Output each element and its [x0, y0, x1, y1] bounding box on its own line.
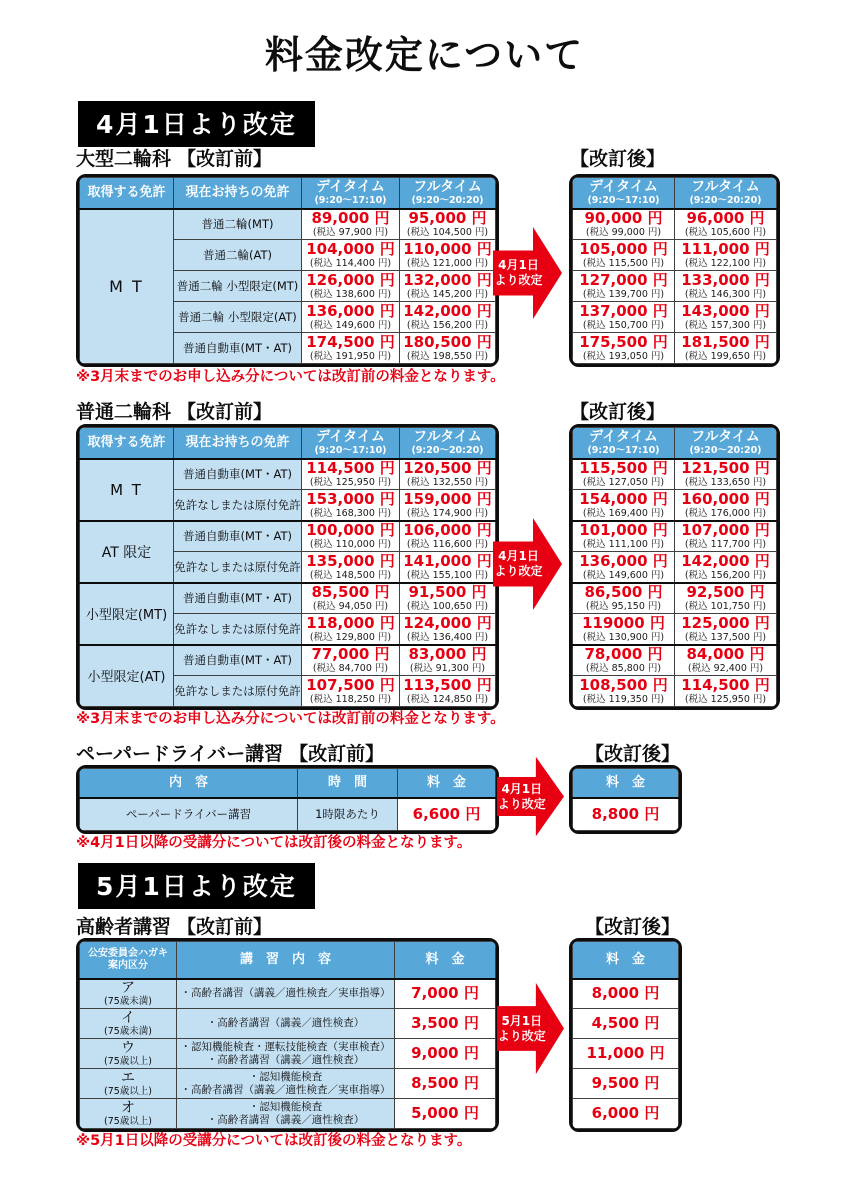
- license-cell: 普通自動車(MT・AT): [174, 333, 302, 364]
- col-header-fulltime: フルタイム (9:20～20:20): [675, 178, 777, 209]
- price-cell: 5,000 円: [395, 1099, 496, 1129]
- price-cell: 96,000 円 (税込 105,600 円): [675, 209, 777, 240]
- table-row: [80, 645, 496, 676]
- section-title-large-bike: [76, 144, 272, 171]
- price-cell: 110,000 円 (税込 121,000 円): [400, 240, 496, 271]
- arrow-label: 4月1日 より改定: [497, 781, 546, 811]
- price-cell: 11,000 円: [573, 1039, 679, 1069]
- price-cell: 86,500 円 (税込 95,150 円): [573, 583, 675, 614]
- before-label: 【改訂前】: [177, 148, 273, 170]
- price-cell: 107,500 円 (税込 118,250 円): [302, 676, 400, 707]
- group-cell-kogata-at: 小型限定(AT): [80, 645, 174, 707]
- license-cell: 普通自動車(MT・AT): [174, 521, 302, 552]
- table-row: [80, 1099, 496, 1129]
- section-name: 大型二輪科: [76, 148, 172, 170]
- price-cell: 83,000 円 (税込 91,300 円): [400, 645, 496, 676]
- table-row: [573, 1099, 679, 1129]
- section-name: 普通二輪科: [76, 401, 172, 423]
- category-cell: オ (75歳以上): [80, 1099, 177, 1129]
- may-revision-arrow: [497, 982, 564, 1075]
- section-title-paper-driver: [76, 739, 384, 766]
- price-cell: 114,500 円 (税込 125,950 円): [302, 459, 400, 490]
- price-cell: 124,000 円 (税込 136,400 円): [400, 614, 496, 645]
- price-cell: 77,000 円 (税込 84,700 円): [302, 645, 400, 676]
- category-cell: ウ (75歳以上): [80, 1039, 177, 1069]
- price-cell: 141,000 円 (税込 155,100 円): [400, 552, 496, 583]
- price-cell: 89,000 円 (税込 97,900 円): [302, 209, 400, 240]
- price-cell: 136,000 円 (税込 149,600 円): [302, 302, 400, 333]
- paper-driver-before-table: [79, 768, 496, 831]
- before-label: 【改訂前】: [177, 401, 273, 423]
- page-title: 料金改定について: [264, 33, 585, 77]
- price-cell: 8,500 円: [395, 1069, 496, 1099]
- price-cell: 104,000 円 (税込 114,400 円): [302, 240, 400, 271]
- price-cell: 107,000 円 (税込 117,700 円): [675, 521, 777, 552]
- license-cell: 普通二輪 小型限定(MT): [174, 271, 302, 302]
- table-row: [573, 490, 777, 521]
- col-header-course-content: 講 習 内 容: [177, 942, 395, 979]
- note-normal-bike: ※3月末までのお申し込み分については改訂前の料金となります。: [76, 711, 505, 727]
- table-row: [573, 1039, 679, 1069]
- license-cell: 免許なしまたは原付免許: [174, 490, 302, 521]
- price-cell: 6,000 円: [573, 1099, 679, 1129]
- note-large-bike: ※3月末までのお申し込み分については改訂前の料金となります。: [76, 369, 505, 385]
- price-cell: 133,000 円 (税込 146,300 円): [675, 271, 777, 302]
- col-header-daytime: デイタイム (9:20～17:10): [573, 428, 675, 459]
- price-cell: 8,000 円: [573, 979, 679, 1009]
- table-row: [573, 333, 777, 364]
- fee-table-large-bike-before: [76, 174, 499, 367]
- price-cell: 136,000 円 (税込 149,600 円): [573, 552, 675, 583]
- table-header-row: [573, 942, 679, 979]
- license-cell: 普通二輪(MT): [174, 209, 302, 240]
- table-row: [80, 1039, 496, 1069]
- col-header-fee: 料 金: [573, 942, 679, 979]
- fee-table-normal-bike-after: [569, 424, 780, 710]
- content-cell: ペーパードライバー講習: [80, 798, 298, 831]
- table-row: [573, 676, 777, 707]
- senior-after-table: [572, 941, 679, 1129]
- course-cell: ・認知機能検査 ・高齢者講習（講義／適性検査）: [177, 1099, 395, 1129]
- after-label-large-bike: 【改訂後】: [570, 148, 666, 170]
- fee-table-large-bike-after: [569, 174, 780, 367]
- col-header-daytime: デイタイム (9:20～17:10): [573, 178, 675, 209]
- price-cell: 142,000 円 (税込 156,200 円): [675, 552, 777, 583]
- price-cell: 4,500 円: [573, 1009, 679, 1039]
- table-row: [573, 1009, 679, 1039]
- price-cell: 181,500 円 (税込 199,650 円): [675, 333, 777, 364]
- after-label-senior: 【改訂後】: [585, 916, 681, 938]
- group-cell-at: AT 限定: [80, 521, 174, 583]
- category-cell: ア (75歳未満): [80, 979, 177, 1009]
- price-cell: 8,800 円: [573, 798, 679, 831]
- price-cell: 125,000 円 (税込 137,500 円): [675, 614, 777, 645]
- price-cell: 135,000 円 (税込 148,500 円): [302, 552, 400, 583]
- price-cell: 153,000 円 (税込 168,300 円): [302, 490, 400, 521]
- price-cell: 101,000 円 (税込 111,100 円): [573, 521, 675, 552]
- table-row: [573, 459, 777, 490]
- license-cell: 免許なしまたは原付免許: [174, 552, 302, 583]
- price-cell: 3,500 円: [395, 1009, 496, 1039]
- table-row: [80, 979, 496, 1009]
- large-bike-after-table: [572, 177, 777, 364]
- table-header-row: [80, 769, 496, 798]
- table-row: [573, 645, 777, 676]
- price-cell: 108,500 円 (税込 119,350 円): [573, 676, 675, 707]
- license-cell: 免許なしまたは原付免許: [174, 676, 302, 707]
- col-header-content: 内 容: [80, 769, 298, 798]
- fee-table-senior-before: [76, 938, 499, 1132]
- table-header-row: [573, 769, 679, 798]
- category-cell: エ (75歳以上): [80, 1069, 177, 1099]
- price-cell: 9,000 円: [395, 1039, 496, 1069]
- table-row: [573, 798, 679, 831]
- after-label-normal-bike: 【改訂後】: [570, 401, 666, 423]
- col-header-fee: 料 金: [573, 769, 679, 798]
- after-label-paper-driver: 【改訂後】: [585, 743, 681, 765]
- section-name: 高齢者講習: [76, 916, 172, 938]
- note-paper-driver: ※4月1日以降の受講分については改訂後の料金となります。: [76, 835, 472, 851]
- april-revision-arrow-2: [493, 517, 562, 611]
- table-row: [80, 1069, 496, 1099]
- col-header-daytime: デイタイム (9:20～17:10): [302, 178, 400, 209]
- group-cell-mt: M T: [80, 209, 174, 364]
- table-row: [573, 1069, 679, 1099]
- price-cell: 6,600 円: [398, 798, 496, 831]
- price-cell: 7,000 円: [395, 979, 496, 1009]
- price-cell: 105,000 円 (税込 115,500 円): [573, 240, 675, 271]
- april-revision-arrow-1: [493, 226, 562, 320]
- table-header-row: [80, 428, 496, 459]
- time-cell: 1時限あたり: [298, 798, 398, 831]
- price-cell: 121,500 円 (税込 133,650 円): [675, 459, 777, 490]
- category-cell: イ (75歳未満): [80, 1009, 177, 1039]
- table-row: [573, 271, 777, 302]
- section-name: ペーパードライバー講習: [76, 743, 284, 765]
- fee-table-normal-bike-before: [76, 424, 499, 710]
- price-cell: 143,000 円 (税込 157,300 円): [675, 302, 777, 333]
- arrow-label: 4月1日 より改定: [494, 549, 543, 578]
- price-cell: 126,000 円 (税込 138,600 円): [302, 271, 400, 302]
- price-cell: 174,500 円 (税込 191,950 円): [302, 333, 400, 364]
- course-cell: ・高齢者講習（講義／適性検査）: [177, 1009, 395, 1039]
- license-cell: 普通二輪 小型限定(AT): [174, 302, 302, 333]
- senior-before-table: [79, 941, 496, 1129]
- table-header-row: [80, 942, 496, 979]
- price-cell: 9,500 円: [573, 1069, 679, 1099]
- col-header-acquire: 取得する免許: [80, 178, 174, 209]
- before-label: 【改訂前】: [177, 916, 273, 938]
- price-cell: 84,000 円 (税込 92,400 円): [675, 645, 777, 676]
- price-cell: 137,000 円 (税込 150,700 円): [573, 302, 675, 333]
- table-header-row: [573, 428, 777, 459]
- price-cell: 175,500 円 (税込 193,050 円): [573, 333, 675, 364]
- price-cell: 114,500 円 (税込 125,950 円): [675, 676, 777, 707]
- license-cell: 普通二輪(AT): [174, 240, 302, 271]
- price-cell: 92,500 円 (税込 101,750 円): [675, 583, 777, 614]
- price-cell: 118,000 円 (税込 129,800 円): [302, 614, 400, 645]
- price-cell: 127,000 円 (税込 139,700 円): [573, 271, 675, 302]
- license-cell: 普通自動車(MT・AT): [174, 459, 302, 490]
- fee-table-paper-driver-after: [569, 765, 682, 834]
- col-header-fulltime: フルタイム (9:20～20:20): [675, 428, 777, 459]
- fee-table-paper-driver-before: [76, 765, 499, 834]
- normal-bike-before-table: [79, 427, 496, 707]
- table-row: [573, 614, 777, 645]
- price-cell: 154,000 円 (税込 169,400 円): [573, 490, 675, 521]
- fee-table-senior-after: [569, 938, 682, 1132]
- table-row: [573, 583, 777, 614]
- paper-driver-after-table: [572, 768, 679, 831]
- table-row: [573, 552, 777, 583]
- table-row: [573, 209, 777, 240]
- table-row: [80, 521, 496, 552]
- col-header-daytime: デイタイム (9:20～17:10): [302, 428, 400, 459]
- license-cell: 普通自動車(MT・AT): [174, 583, 302, 614]
- col-header-fulltime: フルタイム (9:20～20:20): [400, 178, 496, 209]
- section-title-normal-bike: [76, 397, 272, 424]
- group-cell-kogata-mt: 小型限定(MT): [80, 583, 174, 645]
- arrow-label: 4月1日 より改定: [494, 258, 543, 287]
- license-cell: 免許なしまたは原付免許: [174, 614, 302, 645]
- table-header-row: [573, 178, 777, 209]
- table-row: [80, 1009, 496, 1039]
- section-title-senior: [76, 912, 272, 939]
- price-cell: 100,000 円 (税込 110,000 円): [302, 521, 400, 552]
- table-row: [573, 302, 777, 333]
- price-cell: 95,000 円 (税込 104,500 円): [400, 209, 496, 240]
- normal-bike-after-table: [572, 427, 777, 707]
- price-cell: 111,000 円 (税込 122,100 円): [675, 240, 777, 271]
- table-row: [573, 521, 777, 552]
- arrow-label: 5月1日 より改定: [497, 1013, 546, 1043]
- price-cell: 120,500 円 (税込 132,550 円): [400, 459, 496, 490]
- col-header-fee: 料 金: [398, 769, 496, 798]
- before-label: 【改訂前】: [289, 743, 385, 765]
- col-header-current: 現在お持ちの免許: [174, 428, 302, 459]
- price-cell: 85,500 円 (税込 94,050 円): [302, 583, 400, 614]
- course-cell: ・認知機能検査 ・高齢者講習（講義／適性検査／実車指導）: [177, 1069, 395, 1099]
- price-cell: 142,000 円 (税込 156,200 円): [400, 302, 496, 333]
- col-header-current: 現在お持ちの免許: [174, 178, 302, 209]
- col-header-acquire: 取得する免許: [80, 428, 174, 459]
- col-header-time: 時 間: [298, 769, 398, 798]
- table-header-row: [80, 178, 496, 209]
- price-cell: 115,500 円 (税込 127,050 円): [573, 459, 675, 490]
- col-header-fulltime: フルタイム (9:20～20:20): [400, 428, 496, 459]
- group-cell-mt: M T: [80, 459, 174, 521]
- table-row: [573, 979, 679, 1009]
- license-cell: 普通自動車(MT・AT): [174, 645, 302, 676]
- price-cell: 160,000 円 (税込 176,000 円): [675, 490, 777, 521]
- course-cell: ・認知機能検査・運転技能検査（実車検査） ・高齢者講習（講義／適性検査）: [177, 1039, 395, 1069]
- table-row: [80, 459, 496, 490]
- price-cell: 159,000 円 (税込 174,900 円): [400, 490, 496, 521]
- note-senior: ※5月1日以降の受講分については改訂後の料金となります。: [76, 1133, 472, 1149]
- col-header-fee: 料 金: [395, 942, 496, 979]
- price-cell: 180,500 円 (税込 198,550 円): [400, 333, 496, 364]
- april-revision-arrow-3: [497, 756, 564, 837]
- price-cell: 113,500 円 (税込 124,850 円): [400, 676, 496, 707]
- price-cell: 119000 円 (税込 130,900 円): [573, 614, 675, 645]
- table-row: [80, 209, 496, 240]
- table-row: [573, 240, 777, 271]
- price-cell: 106,000 円 (税込 116,600 円): [400, 521, 496, 552]
- banner-may-revision: 5月1日より改定: [78, 863, 315, 909]
- course-cell: ・高齢者講習（講義／適性検査／実車指導）: [177, 979, 395, 1009]
- col-header-postcard: 公安委員会ハガキ 案内区分: [80, 942, 177, 979]
- table-row: [80, 798, 496, 831]
- banner-april-revision: 4月1日より改定: [78, 101, 315, 147]
- table-row: [80, 583, 496, 614]
- price-cell: 90,000 円 (税込 99,000 円): [573, 209, 675, 240]
- price-cell: 78,000 円 (税込 85,800 円): [573, 645, 675, 676]
- price-cell: 132,000 円 (税込 145,200 円): [400, 271, 496, 302]
- price-cell: 91,500 円 (税込 100,650 円): [400, 583, 496, 614]
- large-bike-before-table: [79, 177, 496, 364]
